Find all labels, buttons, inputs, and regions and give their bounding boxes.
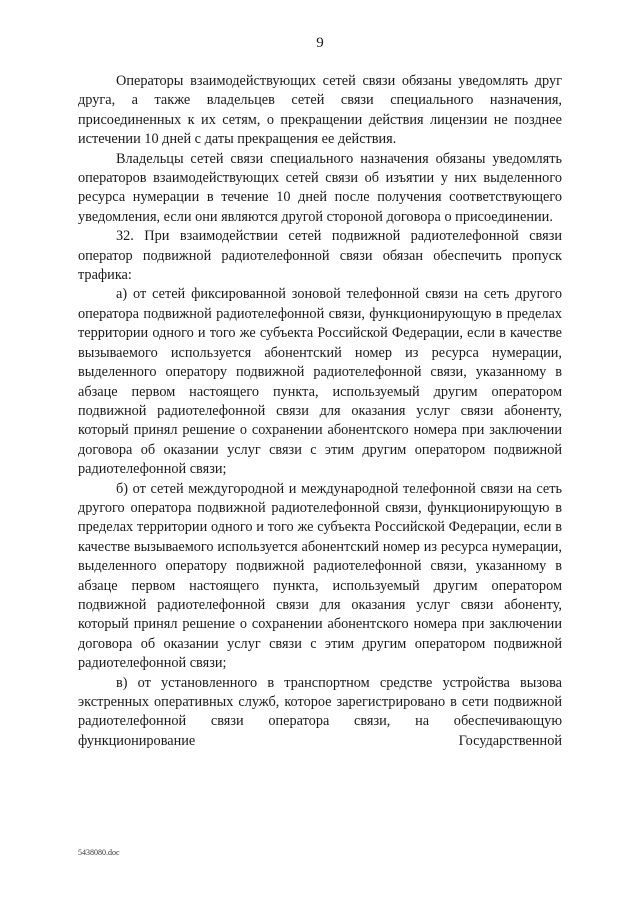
paragraph-license-termination-notice: Операторы взаимодействующих сетей связи обязаны уведомлять друг друга, а также владельцев сетей связи специального назначения, присоединенных к их сетям, о прекращении действия лицензии не позднее истечении 10 дней с даты прекращения ее действия. (78, 73, 562, 148)
page-number: 9 (316, 35, 324, 51)
document-body (78, 72, 562, 751)
document-filename: 5438080.doc (78, 848, 120, 857)
paragraph-special-network-owners: Владельцы сетей связи специального назначения обязаны уведомлять операторов взаимодействующих сетей связи об изъятии у них выделенного ресурса нумерации в течение 10 дней после получения соответствующего уведомления, если они являются другой стороной договора о присоединении. (78, 150, 562, 225)
paragraph-clause-32-v: в) от установленного в транспортном средстве устройства вызова экстренных оперативных служб, которое зарегистрировано в сети подвижной радиотелефонной связи оператора связи, на обеспечивающую функционирование Государственной (78, 674, 562, 749)
paragraph-clause-32-a: а) от сетей фиксированной зоновой телефонной связи на сеть другого оператора подвижной радиотелефонной связи, функционирующую в пределах территории одного и того же субъекта Российской Федерации, если в качестве вызываемого используется абонентский номер из ресурса нумерации, выделенного оператору подвижной радиотелефонной связи, указанному в абзаце первом настоящего пункта, используемый другим оператором подвижной радиотелефонной связи для оказания услуг связи абоненту, который принял решение о сохранении абонентского номера при заключении договора об оказании услуг связи с этим другим оператором подвижной радиотелефонной связи; (78, 286, 562, 478)
paragraph-clause-32: 32. При взаимодействии сетей подвижной радиотелефонной связи оператор подвижной радиотелефонной связи обязан обеспечить пропуск трафика: (78, 228, 562, 284)
paragraph-clause-32-b: б) от сетей междугородной и международной телефонной связи на сеть другого оператора подвижной радиотелефонной связи, функционирующую в пределах территории одного и того же субъекта Российской Федерации, если в качестве вызываемого используется абонентский номер из ресурса нумерации, выделенного оператору подвижной радиотелефонной связи, указанному в абзаце первом настоящего пункта, используемый другим оператором подвижной радиотелефонной связи для оказания услуг связи абоненту, который принял решение о сохранении абонентского номера при заключении договора об оказании услуг связи с этим другим оператором подвижной радиотелефонной связи; (78, 480, 562, 672)
